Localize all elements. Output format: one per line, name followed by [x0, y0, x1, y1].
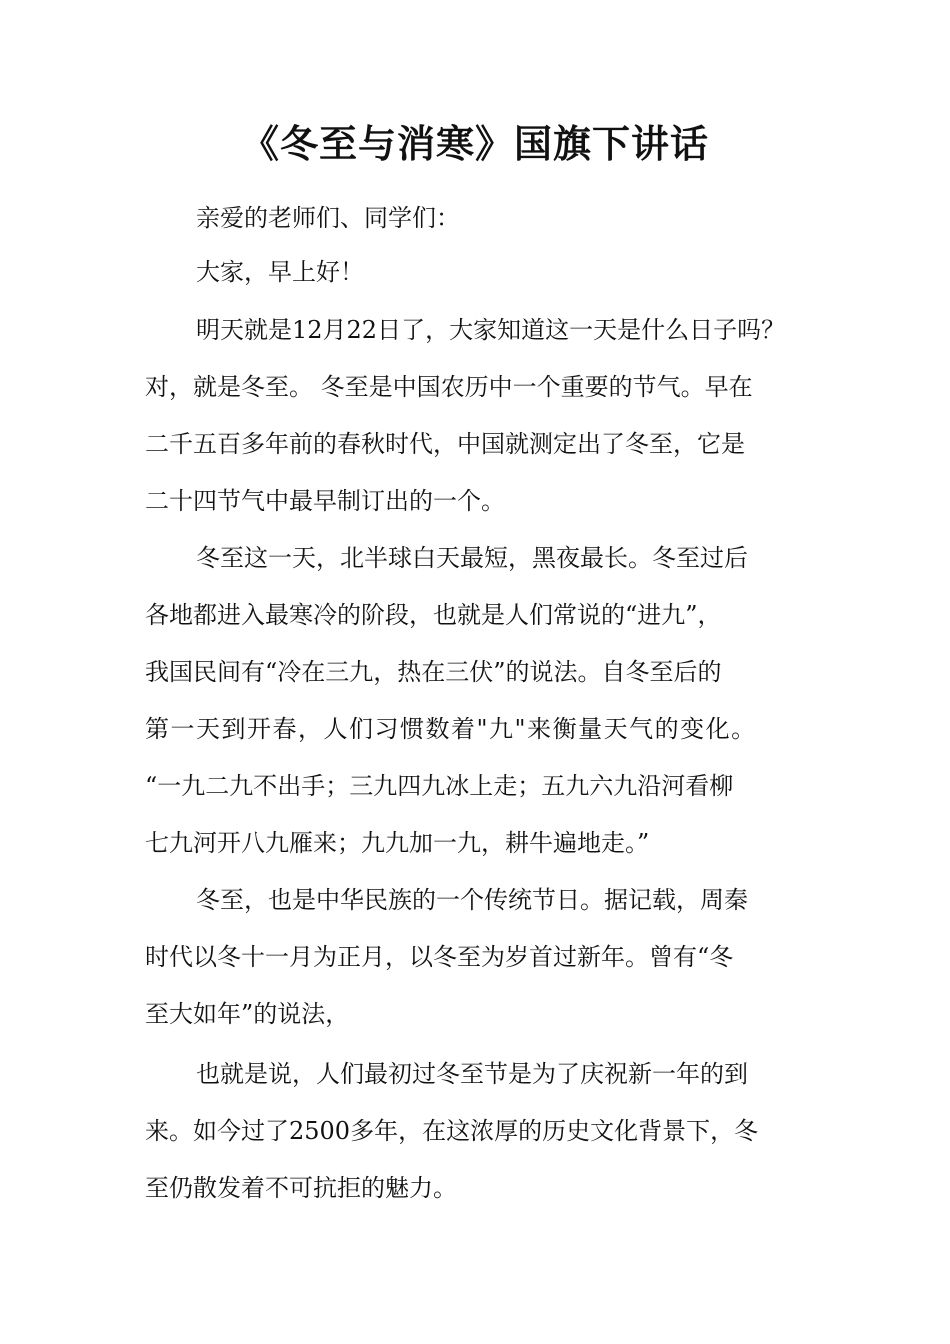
paragraph-3-line-1: 冬至，也是中华民族的一个传统节日。据记载，周秦 [196, 886, 748, 914]
paragraph-2-line-1: 冬至这一天，北半球白天最短，黑夜最长。冬至过后 [196, 544, 748, 572]
paragraph-2-line-3: 我国民间有“冷在三九，热在三伏”的说法。自冬至后的 [145, 658, 722, 686]
paragraph-4-line-1: 也就是说，人们最初过冬至节是为了庆祝新一年的到 [196, 1060, 748, 1088]
paragraph-2-line-2: 各地都进入最寒冷的阶段，也就是人们常说的“进九”， [145, 601, 722, 629]
paragraph-2-line-4: 第一天到开春，人们习惯数着"九"来衡量天气的变化。 [145, 715, 757, 743]
document-title: 《冬至与消寒》国旗下讲话 [240, 122, 709, 166]
paragraph-3-line-2: 时代以冬十一月为正月，以冬至为岁首过新年。曾有“冬 [145, 943, 734, 971]
paragraph-1-line-2: 对，就是冬至。 冬至是中国农历中一个重要的节气。早在 [145, 373, 753, 401]
paragraph-2-line-6: 七九河开八九雁来；九九加一九，耕牛遍地走。” [145, 829, 650, 857]
paragraph-4-line-2: 来。如今过了2500多年，在这浓厚的历史文化背景下，冬 [145, 1117, 759, 1145]
paragraph-1-line-4: 二十四节气中最早制订出的一个。 [145, 487, 505, 515]
paragraph-1-line-1: 明天就是12月22日了，大家知道这一天是什么日子吗？ [196, 316, 786, 344]
greeting-line: 亲爱的老师们、同学们： [196, 204, 460, 232]
salutation-line: 大家，早上好！ [196, 258, 364, 286]
paragraph-4-line-3: 至仍散发着不可抗拒的魅力。 [145, 1174, 457, 1202]
paragraph-1-line-3: 二千五百多年前的春秋时代，中国就测定出了冬至，它是 [145, 430, 745, 458]
paragraph-3-line-3: 至大如年”的说法， [145, 1000, 350, 1028]
paragraph-2-line-5: “一九二九不出手；三九四九冰上走；五九六九沿河看柳 [145, 772, 734, 800]
